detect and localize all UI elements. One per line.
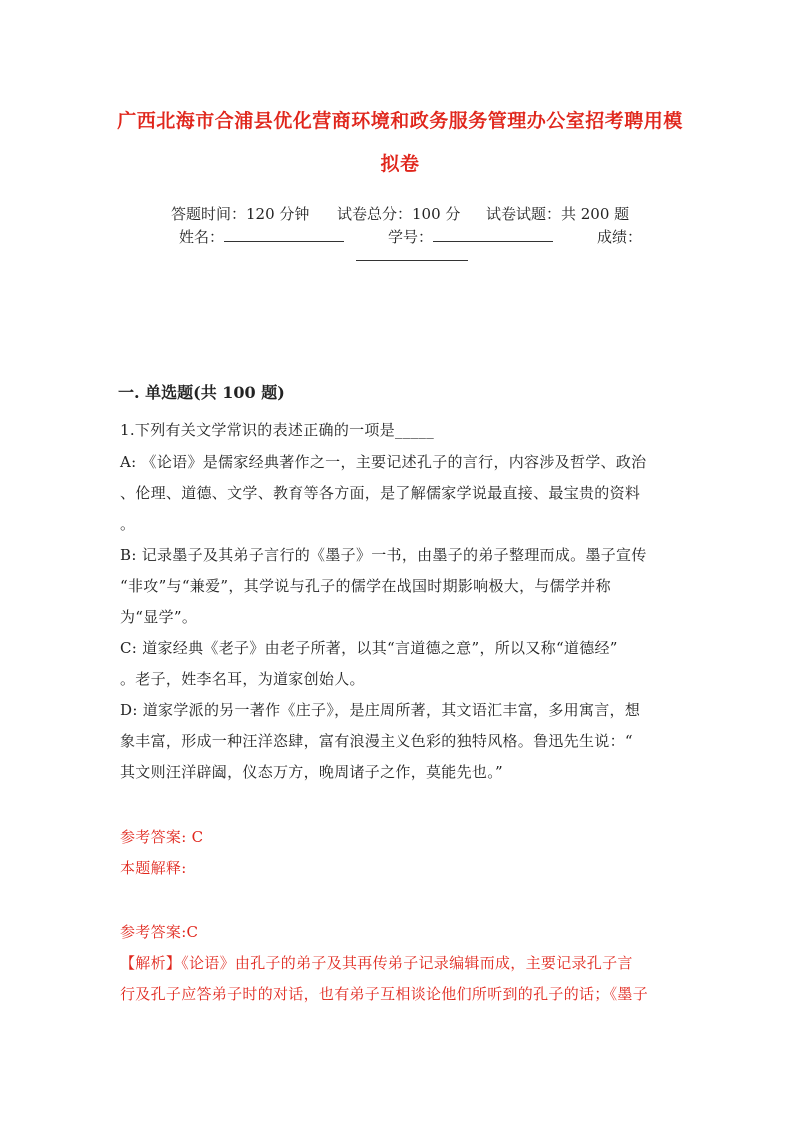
option-line: 其文则汪洋辟阖，仪态万方，晚周诸子之作，莫能先也。” — [120, 763, 503, 781]
option-line: A: 《论语》是儒家经典著作之一，主要记述孔子的言行，内容涉及哲学、政治 — [120, 453, 647, 471]
exam-total-score: 试卷总分：100 分 — [337, 205, 461, 223]
option-line: 、伦理、道德、文学、教育等各方面，是了解儒家学说最直接、最宝贵的资料 — [120, 484, 641, 502]
name-label: 姓名： — [179, 228, 225, 246]
name-field-label — [179, 226, 344, 247]
exam-title-line-2: 拟卷 — [380, 153, 420, 175]
question-stem: 1.下列有关文学常识的表述正确的一项是_____ — [120, 421, 435, 439]
option-line: 。老子，姓李名耳，为道家创始人。 — [120, 670, 365, 688]
score-field — [356, 246, 468, 265]
option-line: “非攻”与“兼爱”，其学说与孔子的儒学在战国时期影响极大，与儒学并称 — [120, 577, 611, 595]
reference-answer: 参考答案: C — [120, 828, 204, 846]
analysis-line: 行及孔子应答弟子时的对话，也有弟子互相谈论他们所听到的孔子的话；《墨子 — [120, 985, 649, 1003]
option-line: B: 记录墨子及其弟子言行的《墨子》一书，由墨子的弟子整理而成。墨子宣传 — [120, 546, 647, 564]
option-line: 象丰富，形成一种汪洋恣肆，富有浪漫主义色彩的独特风格。鲁迅先生说：“ — [120, 732, 633, 750]
name-blank — [224, 227, 344, 242]
analysis-line: 【解析】《论语》由孔子的弟子及其再传弟子记录编辑而成，主要记录孔子言 — [120, 954, 633, 972]
exam-title-line-1: 广西北海市合浦县优化营商环境和政务服务管理办公室招考聘用模 — [117, 110, 683, 132]
option-line: C: 道家经典《老子》由老子所著，以其“言道德之意”，所以又称“道德经” — [120, 639, 618, 657]
exam-time: 答题时间：120 分钟 — [171, 205, 310, 223]
reference-answer-2: 参考答案:C — [120, 923, 199, 941]
option-line: 为“显学”。 — [120, 608, 198, 626]
option-line: D: 道家学派的另一著作《庄子》，是庄周所著，其文语汇丰富，多用寓言，想 — [120, 701, 641, 719]
exam-question-count: 试卷试题：共 200 题 — [486, 205, 630, 223]
score-blank — [356, 246, 468, 261]
student-id-field-label — [388, 226, 553, 247]
explanation-label: 本题解释: — [120, 859, 187, 877]
student-id-blank — [433, 227, 553, 242]
student-id-label: 学号： — [388, 228, 434, 246]
option-line: 。 — [120, 515, 136, 533]
score-label: 成绩： — [597, 228, 643, 246]
section-title: 一. 单选题(共 100 题) — [118, 383, 285, 402]
